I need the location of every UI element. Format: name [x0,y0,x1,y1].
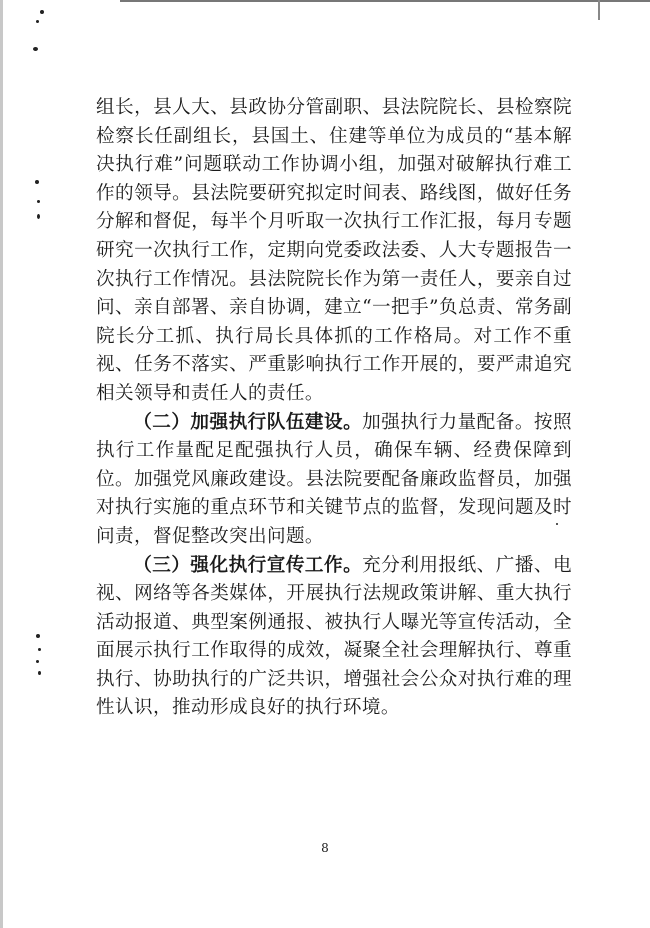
page-number: 8 [321,841,329,855]
scan-speck [40,10,44,14]
scan-speck [35,180,39,184]
scan-speck [38,648,41,651]
scan-speck [37,200,40,203]
document-body [96,94,572,723]
paragraph-text: 组长，县人大、县政协分管副职、县法院院长、县检察院检察长任副组长，县国土、住建等单位为成员的“基本解决执行难”问题联动工作协调小组，加强对破解执行难工作的领导。县法院要研究拟定时间表、路线图，做好任务分解和督促，每半个月听取一次执行工作汇报，每月专题研究一次执行工作，定期向党委政法委、人大专题报告一次执行工作情况。县法院院长作为第一责任人，要亲自过问、亲自部署、亲自协调，建立“一把手”负总责、常务副院长分工抓、执行局长具体抓的工作格局。对工作不重视、任务不落实、严重影响执行工作开展的，要严肃追究相关领导和责任人的责任。 [96,97,572,404]
scan-speck [36,660,39,663]
paragraph-publicity [96,552,572,724]
section-heading: （三）强化执行宣传工作。 [133,554,363,576]
scan-top-rule [120,0,650,2]
paragraph-text: 充分利用报纸、广播、电视、网络等各类媒体，开展执行法规政策讲解、重大执行活动报道、典型案例通报、被执行人曝光等宣传活动，全面展示执行工作取得的成效，凝聚全社会理解执行、尊重执行、协助执行的广泛共识，增强社会公众对执行难的理性认识，推动形成良好的执行环境。 [96,554,572,719]
scan-speck [37,214,40,219]
paragraph-text: 加强执行力量配备。按照执行工作量配足配强执行人员，确保车辆、经费保障到位。加强党风廉政建设。县法院要配备廉政监督员，加强对执行实施的重点环节和关键节点的监督，发现问题及时问责，督促整改突出问题。 [96,411,572,547]
scan-speck [36,634,40,638]
scan-speck [38,671,41,675]
paragraph-continuation [96,94,572,409]
section-heading: （二）加强执行队伍建设。 [133,411,363,433]
paragraph-team-building [96,409,572,552]
scan-left-edge [0,0,3,928]
scan-top-mark [598,0,600,20]
scan-speck [33,47,38,51]
scan-speck [36,20,39,23]
